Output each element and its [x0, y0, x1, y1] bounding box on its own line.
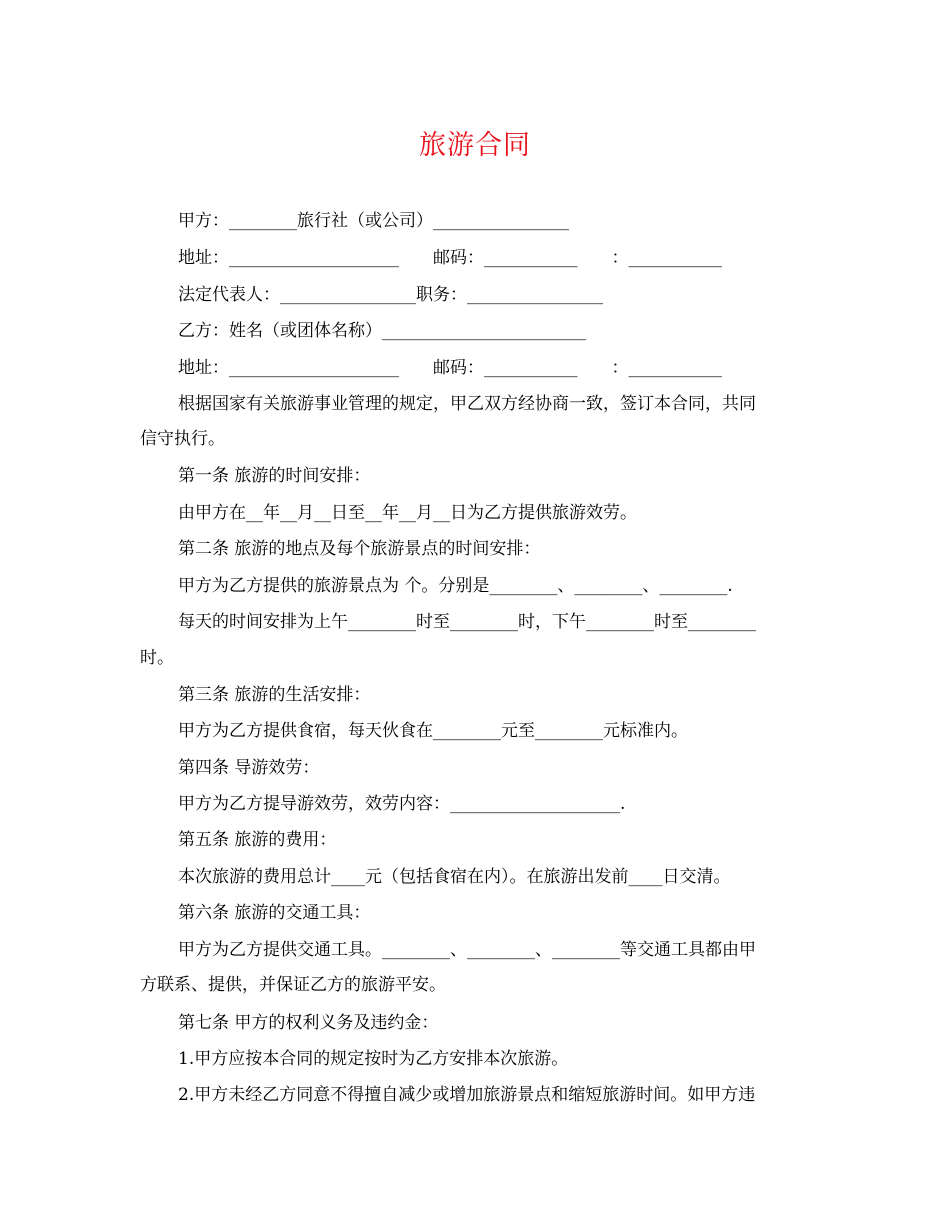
article-6-body-2: 方联系、提供，并保证乙方的旅游平安。	[140, 975, 446, 995]
article-7-item-1: 1.甲方应按本合同的规定按时为乙方安排本次旅游。	[178, 1049, 569, 1069]
party-a-line: 甲方：________旅行社（或公司）________________	[178, 211, 569, 231]
article-7-item-2: 2.甲方未经乙方同意不得擅自减少或增加旅游景点和缩短旅游时间。如甲方违	[178, 1085, 756, 1105]
article-5-body: 本次旅游的费用总计____元（包括食宿在内）。在旅游出发前____日交清。	[178, 867, 731, 887]
article-2-body-3: 时。	[140, 648, 174, 668]
party-b-address-line: 地址：____________________ 邮码：___________ ：___________	[178, 358, 722, 378]
article-2-body-1: 甲方为乙方提供的旅游景点为 个。分别是________、________、________.	[178, 576, 733, 596]
party-b-line: 乙方：姓名（或团体名称）________________________	[178, 321, 586, 341]
article-6-body-1: 甲方为乙方提供交通工具。________、________、________等交通工具都由甲	[178, 940, 756, 960]
article-3-body: 甲方为乙方提供食宿，每天伙食在________元至________元标准内。	[178, 721, 688, 741]
article-4-heading: 第四条 导游效劳：	[178, 758, 320, 778]
legal-representative-line: 法定代表人：________________职务：________________	[178, 285, 603, 305]
document-title: 旅游合同	[419, 130, 531, 161]
party-a-address-line: 地址：____________________ 邮码：___________ ：___________	[178, 248, 722, 268]
article-7-heading: 第七条 甲方的权利义务及违约金：	[178, 1013, 439, 1033]
article-4-body: 甲方为乙方提导游效劳，效劳内容：____________________.	[178, 794, 626, 814]
preamble-line-2: 信守执行。	[140, 429, 225, 449]
article-3-heading: 第三条 旅游的生活安排：	[178, 685, 371, 705]
article-1-heading: 第一条 旅游的时间安排：	[178, 466, 371, 486]
article-1-body: 由甲方在__年__月__日至__年__月__日为乙方提供旅游效劳。	[178, 503, 637, 523]
article-6-heading: 第六条 旅游的交通工具：	[178, 903, 371, 923]
preamble-line-1: 根据国家有关旅游事业管理的规定，甲乙双方经协商一致，签订本合同，共同	[178, 394, 756, 414]
article-2-body-2: 每天的时间安排为上午________时至________时，下午________时至________	[178, 612, 756, 632]
article-2-heading: 第二条 旅游的地点及每个旅游景点的时间安排：	[178, 539, 541, 559]
article-5-heading: 第五条 旅游的费用：	[178, 830, 337, 850]
